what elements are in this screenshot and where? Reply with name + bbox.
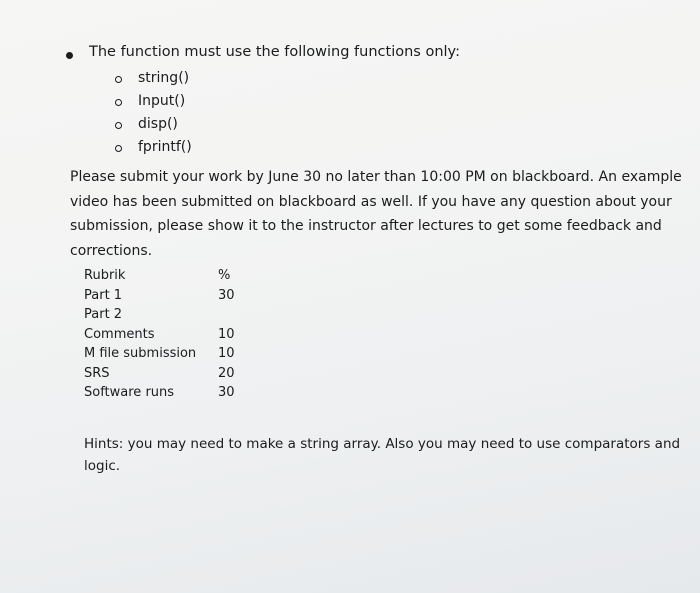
rubric-value: 30 xyxy=(218,385,235,400)
hollow-bullet-icon xyxy=(115,76,122,83)
hints-line: Hints: you may need to make a string array. Also you may need to use comparators and xyxy=(84,436,681,452)
hints-paragraph xyxy=(84,433,681,477)
rubric-label: Part 1 xyxy=(84,287,123,303)
rubric-value: 10 xyxy=(218,346,235,361)
rubric-value: 30 xyxy=(218,287,235,303)
rubric-label: Part 2 xyxy=(84,307,123,322)
rubric-value: 10 xyxy=(218,326,235,342)
paragraph-line: Please submit your work by June 30 no later than 10:00 PM on blackboard. An example xyxy=(70,169,682,185)
rubric-value: % xyxy=(218,268,231,283)
bullet-dot-icon xyxy=(66,52,73,59)
paragraph-line: corrections. xyxy=(70,242,153,259)
paragraph-line: submission, please show it to the instructor after lectures to get some feedback and xyxy=(70,218,662,234)
function-name: Input() xyxy=(138,93,186,109)
submission-paragraph xyxy=(70,165,682,263)
rubric-label: M file submission xyxy=(84,346,197,361)
rubric-label: Rubrik xyxy=(84,268,126,283)
rubric-value: 20 xyxy=(218,365,235,381)
hollow-bullet-icon xyxy=(115,122,122,129)
rubric-label: Comments xyxy=(84,326,155,342)
function-name: string() xyxy=(138,70,190,86)
rubric-label: SRS xyxy=(84,365,110,381)
bullet-text: The function must use the following functions only: xyxy=(89,44,460,60)
rubric-label: Software runs xyxy=(84,385,175,400)
hollow-bullet-icon xyxy=(115,145,122,152)
paragraph-line: video has been submitted on blackboard as well. If you have any question about your xyxy=(70,193,672,210)
hints-line: logic. xyxy=(84,458,121,474)
hollow-bullet-icon xyxy=(115,99,122,106)
function-name: disp() xyxy=(138,116,178,132)
function-name: fprintf() xyxy=(138,139,192,155)
